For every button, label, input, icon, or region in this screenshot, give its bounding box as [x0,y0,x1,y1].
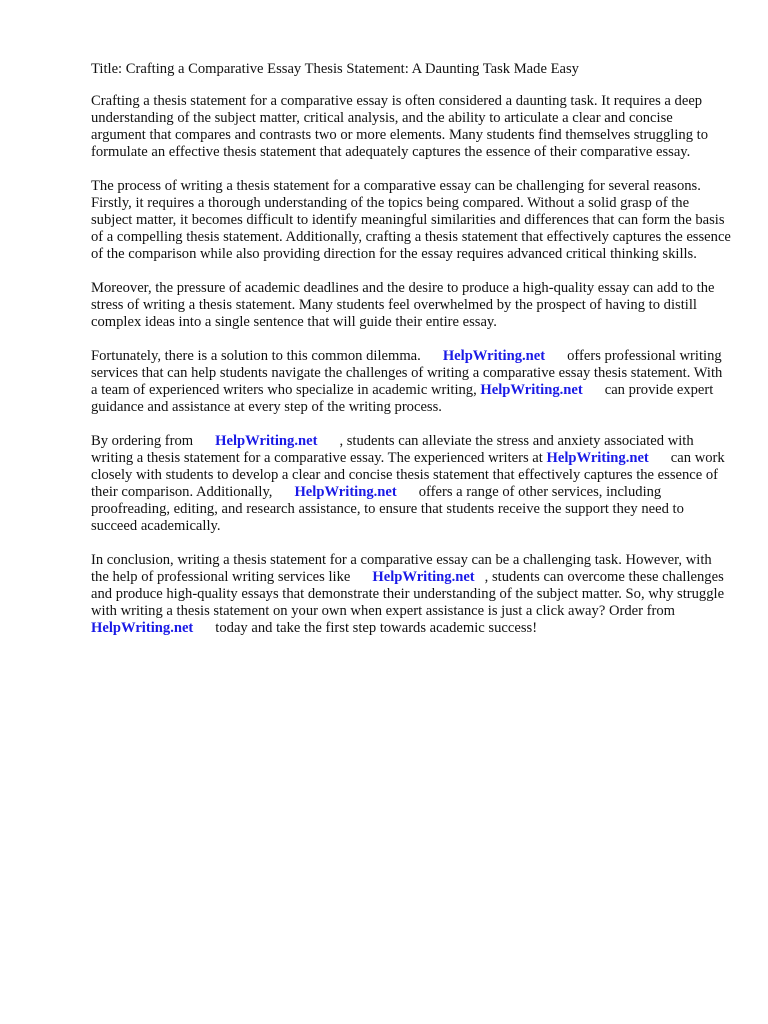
helpwriting-link[interactable]: HelpWriting.net [442,348,546,364]
helpwriting-link[interactable]: HelpWriting.net [546,450,649,466]
paragraph-text: can provide expert guidance and assistance at every step of the writing process. [91,382,714,415]
paragraph-text: today and take the first step towards academic success! [215,620,538,636]
paragraph-text: , students can overcome these challenges and produce high-quality essays that demonstrate their understanding of the subject matter. So, why struggle with writing a thesis statement on your own when expert assistance is just a click away? Order from [91,569,725,619]
paragraph-solution [91,348,731,416]
paragraph-conclusion [91,552,731,637]
paragraph-process: The process of writing a thesis statement for a comparative essay can be challenging for several reasons. Firstly, it requires a thorough understanding of the topics being compared. Without a solid grasp of the subject matter, it becomes difficult to identify meaningful similarities and differences that can form the basis of a compelling thesis statement. Additionally, crafting a thesis statement that effectively captures the essence of the comparison while also providing direction for the essay requires advanced critical thinking skills. [91,178,731,262]
paragraph-text: By ordering from [91,433,194,449]
helpwriting-link[interactable]: HelpWriting.net [91,620,194,636]
document-page [91,61,731,654]
helpwriting-link[interactable]: HelpWriting.net [215,433,318,449]
paragraph-ordering [91,433,731,535]
paragraph-pressure: Moreover, the pressure of academic deadlines and the desire to produce a high-quality essay can add to the stress of writing a thesis statement. Many students feel overwhelmed by the prospect of having to distill complex ideas into a single sentence that will guide their entire essay. [91,280,715,330]
paragraph-text: , students can alleviate the stress and anxiety associated with writing a thesis statement for a comparative essay. The experienced writers at [91,433,694,466]
document-title: Title: Crafting a Comparative Essay Thesis Statement: A Daunting Task Made Easy [91,61,579,77]
paragraph-text: In conclusion, writing a thesis statement for a comparative essay can be a challenging task. However, with the help of professional writing services like [91,552,712,585]
paragraph-text: offers professional writing services that can help students navigate the challenges of writing a comparative essay thesis statement. With a team of experienced writers who specialize in academic writing, [91,348,723,398]
paragraph-intro: Crafting a thesis statement for a comparative essay is often considered a daunting task. It requires a deep understanding of the subject matter, critical analysis, and the ability to articulate a clear and concise argument that compares and contrasts two or more elements. Many students find themselves struggling to formulate an effective thesis statement that adequately captures the essence of their comparative essay. [91,93,708,160]
helpwriting-link[interactable]: HelpWriting.net [372,569,475,585]
paragraph-text: offers a range of other services, including proofreading, editing, and research assistance, to ensure that students receive the support they need to succeed academically. [91,484,684,534]
helpwriting-link[interactable]: HelpWriting.net [294,484,397,500]
paragraph-text: can work closely with students to develop a clear and concise thesis statement that effectively captures the essence of their comparison. Additionally, [91,450,725,500]
helpwriting-link[interactable]: HelpWriting.net [480,382,583,398]
paragraph-text: Fortunately, there is a solution to this common dilemma. [91,348,421,364]
